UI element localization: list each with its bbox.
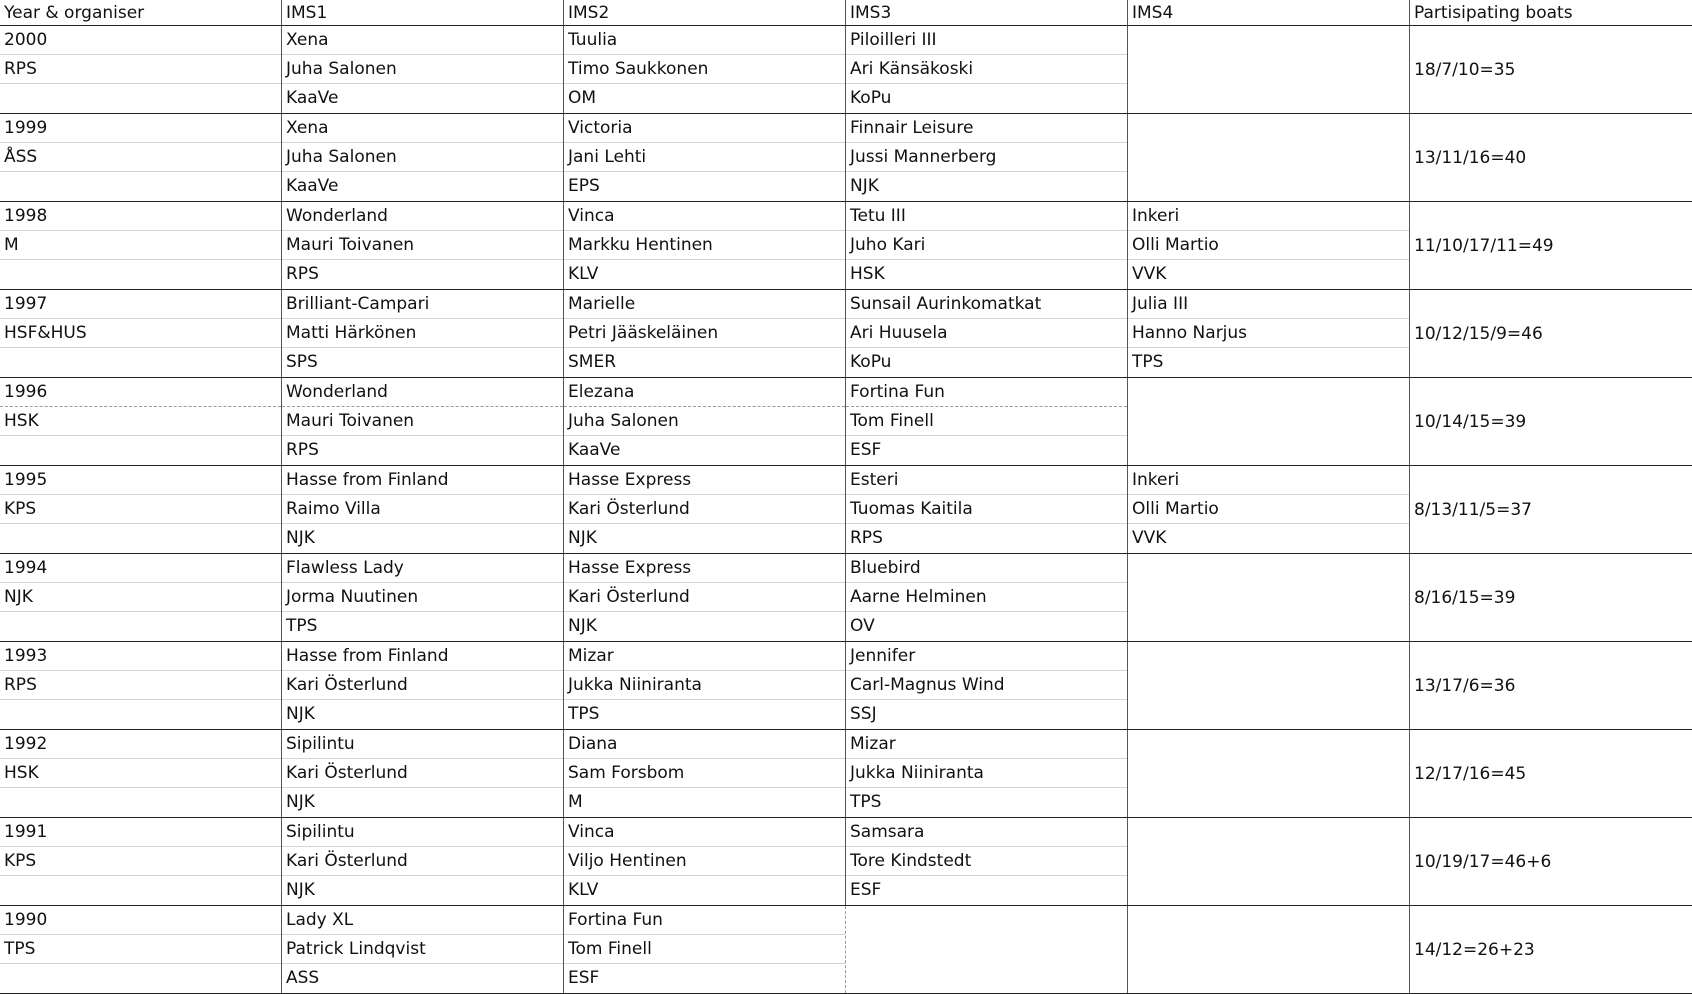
skipper-cell[interactable]: Mauri Toivanen: [282, 231, 563, 260]
participating-boats-cell[interactable]: 11/10/17/11=49: [1414, 235, 1554, 256]
skipper-cell[interactable]: Markku Hentinen: [564, 231, 845, 260]
ims2-cell: [564, 466, 846, 553]
year-cell[interactable]: 2000: [0, 26, 281, 55]
organiser-cell[interactable]: HSK: [0, 407, 281, 436]
boat-name-cell[interactable]: Hasse from Finland: [282, 466, 563, 495]
ims1-cell: [282, 378, 564, 465]
ims3-cell: [846, 202, 1128, 289]
club-cell[interactable]: TPS: [1132, 352, 1164, 372]
year-cell[interactable]: 1991: [0, 818, 281, 847]
ims4-cell: [1128, 26, 1410, 113]
year-organiser-cell: [0, 642, 282, 729]
ims1-cell: [282, 114, 564, 201]
boat-name-cell[interactable]: Samsara: [846, 818, 1127, 847]
organiser-cell[interactable]: M: [0, 231, 281, 260]
club-cell[interactable]: NJK: [286, 528, 315, 548]
skipper-cell[interactable]: Jorma Nuutinen: [282, 583, 563, 612]
blank-cell[interactable]: [0, 876, 281, 905]
table-row-group: [0, 554, 1692, 642]
skipper-cell[interactable]: Sam Forsbom: [564, 759, 845, 788]
skipper-cell[interactable]: Timo Saukkonen: [564, 55, 845, 84]
club-cell[interactable]: KLV: [568, 264, 599, 284]
boat-name-cell[interactable]: [1128, 26, 1409, 55]
boat-name-cell[interactable]: Diana: [564, 730, 845, 759]
participating-boats-cell[interactable]: 12/17/16=45: [1414, 763, 1527, 784]
ims2-cell: [564, 818, 846, 905]
boat-name-cell[interactable]: Bluebird: [846, 554, 1127, 583]
skipper-cell[interactable]: Kari Österlund: [282, 847, 563, 876]
club-cell[interactable]: SMER: [568, 352, 617, 372]
header-row: [0, 0, 1692, 26]
club-cell[interactable]: [1128, 172, 1409, 201]
ims2-cell: [564, 114, 846, 201]
ims1-cell: [282, 466, 564, 553]
boat-name-cell[interactable]: Elezana: [564, 378, 845, 407]
skipper-cell[interactable]: Jussi Mannerberg: [846, 143, 1127, 172]
skipper-cell[interactable]: Patrick Lindqvist: [282, 935, 563, 964]
boat-name-cell[interactable]: [1128, 114, 1409, 143]
club-cell[interactable]: [1128, 788, 1409, 817]
skipper-cell[interactable]: Petri Jääskeläinen: [564, 319, 845, 348]
header-ims1[interactable]: IMS1: [282, 0, 564, 26]
club-cell[interactable]: EPS: [568, 176, 600, 196]
organiser-cell[interactable]: RPS: [0, 55, 281, 84]
blank-cell[interactable]: [0, 788, 281, 817]
year-organiser-cell: [0, 26, 282, 113]
club-cell[interactable]: NJK: [568, 528, 597, 548]
year-cell[interactable]: 1997: [0, 290, 281, 319]
boat-name-cell[interactable]: Xena: [282, 26, 563, 55]
ims4-cell: [1128, 642, 1410, 729]
skipper-cell[interactable]: Juha Salonen: [282, 143, 563, 172]
organiser-cell[interactable]: HSF&HUS: [0, 319, 281, 348]
club-cell[interactable]: ESF: [850, 880, 882, 900]
boat-name-cell[interactable]: Hasse from Finland: [282, 642, 563, 671]
skipper-cell[interactable]: Tom Finell: [564, 935, 845, 964]
club-cell[interactable]: NJK: [286, 792, 315, 812]
organiser-cell[interactable]: KPS: [0, 847, 281, 876]
year-organiser-cell: [0, 906, 282, 993]
year-cell[interactable]: 1990: [0, 906, 281, 935]
boat-name-cell[interactable]: Lady XL: [282, 906, 563, 935]
organiser-cell[interactable]: TPS: [0, 935, 281, 964]
skipper-cell[interactable]: Kari Österlund: [282, 759, 563, 788]
ims4-cell: [1128, 730, 1410, 817]
boat-name-cell[interactable]: Jennifer: [846, 642, 1127, 671]
ims3-cell: [846, 466, 1128, 553]
skipper-cell[interactable]: Viljo Hentinen: [564, 847, 845, 876]
participating-boats-cell[interactable]: 10/12/15/9=46: [1414, 323, 1543, 344]
table-row-group: [0, 730, 1692, 818]
ims4-cell: [1128, 114, 1410, 201]
year-cell[interactable]: 1993: [0, 642, 281, 671]
club-cell[interactable]: KaaVe: [568, 440, 621, 460]
ims4-cell: [1128, 906, 1410, 993]
table-row-group: [0, 202, 1692, 290]
blank-cell[interactable]: [0, 436, 281, 465]
organiser-cell[interactable]: KPS: [0, 495, 281, 524]
club-cell[interactable]: [1128, 876, 1409, 905]
skipper-cell[interactable]: Olli Martio: [1128, 495, 1409, 524]
club-cell[interactable]: [1128, 436, 1409, 465]
skipper-cell[interactable]: [1128, 143, 1409, 172]
organiser-cell[interactable]: NJK: [0, 583, 281, 612]
boat-name-cell[interactable]: Hasse Express: [564, 466, 845, 495]
club-cell[interactable]: KaaVe: [286, 88, 339, 108]
ims1-cell: [282, 290, 564, 377]
boat-name-cell[interactable]: Fortina Fun: [846, 378, 1127, 407]
blank-cell[interactable]: [0, 964, 281, 993]
club-cell[interactable]: [1128, 700, 1409, 729]
organiser-cell[interactable]: RPS: [0, 671, 281, 700]
participating-boats-cell[interactable]: 18/7/10=35: [1414, 59, 1516, 80]
blank-cell[interactable]: [0, 84, 281, 113]
skipper-cell[interactable]: Jukka Niiniranta: [564, 671, 845, 700]
participating-boats-cell[interactable]: 10/14/15=39: [1414, 411, 1527, 432]
boat-name-cell[interactable]: Flawless Lady: [282, 554, 563, 583]
blank-cell[interactable]: [0, 612, 281, 641]
club-cell[interactable]: KaaVe: [286, 176, 339, 196]
table-body: [0, 26, 1692, 994]
skipper-cell[interactable]: [1128, 407, 1409, 436]
boat-name-cell[interactable]: Tetu III: [846, 202, 1127, 231]
club-cell[interactable]: KoPu: [850, 88, 892, 108]
club-cell[interactable]: M: [568, 792, 583, 812]
club-cell[interactable]: NJK: [568, 616, 597, 636]
boat-name-cell[interactable]: Wonderland: [282, 202, 563, 231]
ims2-cell: [564, 906, 846, 993]
boat-name-cell[interactable]: Inkeri: [1128, 466, 1409, 495]
year-organiser-cell: [0, 202, 282, 289]
ims3-cell: [846, 730, 1128, 817]
club-cell[interactable]: KLV: [568, 880, 599, 900]
boat-name-cell[interactable]: Victoria: [564, 114, 845, 143]
club-cell[interactable]: [1128, 964, 1409, 993]
skipper-cell[interactable]: Tom Finell: [846, 407, 1127, 436]
skipper-cell[interactable]: Juha Salonen: [282, 55, 563, 84]
club-cell[interactable]: OM: [568, 88, 597, 108]
boat-name-cell[interactable]: [1128, 378, 1409, 407]
participating-boats-cell[interactable]: 10/19/17=46+6: [1414, 851, 1552, 872]
skipper-cell[interactable]: Olli Martio: [1128, 231, 1409, 260]
boat-name-cell[interactable]: Julia III: [1128, 290, 1409, 319]
table-row-group: [0, 26, 1692, 114]
ims4-cell: [1128, 466, 1410, 553]
club-cell[interactable]: VVK: [1132, 528, 1167, 548]
table-row-group: [0, 906, 1692, 994]
ims1-cell: [282, 554, 564, 641]
skipper-cell[interactable]: Raimo Villa: [282, 495, 563, 524]
ims2-cell: [564, 730, 846, 817]
skipper-cell[interactable]: Matti Härkönen: [282, 319, 563, 348]
skipper-cell[interactable]: [1128, 759, 1409, 788]
ims1-cell: [282, 26, 564, 113]
ims3-cell: [846, 642, 1128, 729]
skipper-cell[interactable]: Tore Kindstedt: [846, 847, 1127, 876]
boat-name-cell[interactable]: [1128, 906, 1409, 935]
boat-name-cell[interactable]: Wonderland: [282, 378, 563, 407]
club-cell[interactable]: ESF: [850, 440, 882, 460]
boat-name-cell[interactable]: Vinca: [564, 202, 845, 231]
boat-name-cell[interactable]: Vinca: [564, 818, 845, 847]
boat-name-cell[interactable]: Mizar: [846, 730, 1127, 759]
boat-name-cell[interactable]: Sipilintu: [282, 818, 563, 847]
year-organiser-cell: [0, 466, 282, 553]
table-row-group: [0, 114, 1692, 202]
participating-boats-cell[interactable]: 14/12=26+23: [1414, 939, 1535, 960]
ims2-cell: [564, 26, 846, 113]
club-cell[interactable]: NJK: [286, 704, 315, 724]
ims3-cell: [846, 554, 1128, 641]
ims2-cell: [564, 378, 846, 465]
ims3-cell: [846, 114, 1128, 201]
ims4-cell: [1128, 554, 1410, 641]
boat-name-cell[interactable]: Sunsail Aurinkomatkat: [846, 290, 1127, 319]
ims2-cell: [564, 554, 846, 641]
ims1-cell: [282, 202, 564, 289]
table-row-group: [0, 642, 1692, 730]
blank-cell[interactable]: [0, 260, 281, 289]
skipper-cell[interactable]: Carl-Magnus Wind: [846, 671, 1127, 700]
club-cell[interactable]: VVK: [1132, 264, 1167, 284]
table-row-group: [0, 466, 1692, 554]
participating-boats-cell[interactable]: 8/16/15=39: [1414, 587, 1516, 608]
ims1-cell: [282, 818, 564, 905]
skipper-cell[interactable]: Ari Huusela: [846, 319, 1127, 348]
club-cell[interactable]: SSJ: [850, 704, 877, 724]
club-cell[interactable]: [1128, 84, 1409, 113]
boat-name-cell[interactable]: Hasse Express: [564, 554, 845, 583]
boat-name-cell[interactable]: Xena: [282, 114, 563, 143]
ims4-cell: [1128, 818, 1410, 905]
header-year-organiser[interactable]: Year & organiser: [0, 0, 282, 26]
blank-cell[interactable]: [0, 172, 281, 201]
boat-name-cell[interactable]: [1128, 642, 1409, 671]
skipper-cell[interactable]: [1128, 55, 1409, 84]
boat-name-cell[interactable]: [1128, 818, 1409, 847]
club-cell[interactable]: OV: [850, 616, 875, 636]
club-cell[interactable]: [846, 964, 1127, 993]
ims1-cell: [282, 730, 564, 817]
club-cell[interactable]: [1128, 612, 1409, 641]
club-cell[interactable]: RPS: [850, 528, 883, 548]
club-cell[interactable]: SPS: [286, 352, 318, 372]
ims1-cell: [282, 906, 564, 993]
skipper-cell[interactable]: [846, 935, 1127, 964]
year-organiser-cell: [0, 114, 282, 201]
year-cell[interactable]: 1996: [0, 378, 281, 407]
year-cell[interactable]: 1999: [0, 114, 281, 143]
ims3-cell: [846, 818, 1128, 905]
ims2-cell: [564, 202, 846, 289]
year-organiser-cell: [0, 554, 282, 641]
ims4-cell: [1128, 202, 1410, 289]
skipper-cell[interactable]: Juho Kari: [846, 231, 1127, 260]
boat-name-cell[interactable]: Sipilintu: [282, 730, 563, 759]
header-ims2[interactable]: IMS2: [564, 0, 846, 26]
organiser-cell[interactable]: ÅSS: [0, 143, 281, 172]
skipper-cell[interactable]: Juha Salonen: [564, 407, 845, 436]
skipper-cell[interactable]: Tuomas Kaitila: [846, 495, 1127, 524]
club-cell[interactable]: RPS: [286, 440, 319, 460]
ims2-cell: [564, 290, 846, 377]
ims1-cell: [282, 642, 564, 729]
skipper-cell[interactable]: [1128, 847, 1409, 876]
club-cell[interactable]: KoPu: [850, 352, 892, 372]
header-ims3[interactable]: IMS3: [846, 0, 1128, 26]
table-row-group: [0, 290, 1692, 378]
ims3-cell: [846, 906, 1128, 993]
club-cell[interactable]: TPS: [286, 616, 318, 636]
boat-name-cell[interactable]: Brilliant-Campari: [282, 290, 563, 319]
boat-name-cell[interactable]: Piloilleri III: [846, 26, 1127, 55]
year-cell[interactable]: 1992: [0, 730, 281, 759]
boat-name-cell[interactable]: Fortina Fun: [564, 906, 845, 935]
ims4-cell: [1128, 378, 1410, 465]
skipper-cell[interactable]: Hanno Narjus: [1128, 319, 1409, 348]
club-cell[interactable]: NJK: [286, 880, 315, 900]
ims3-cell: [846, 26, 1128, 113]
year-organiser-cell: [0, 818, 282, 905]
boat-name-cell[interactable]: [846, 906, 1127, 935]
year-cell[interactable]: 1998: [0, 202, 281, 231]
blank-cell[interactable]: [0, 700, 281, 729]
ims4-cell: [1128, 290, 1410, 377]
boat-name-cell[interactable]: [1128, 730, 1409, 759]
year-cell[interactable]: 1994: [0, 554, 281, 583]
boat-name-cell[interactable]: [1128, 554, 1409, 583]
ims3-cell: [846, 378, 1128, 465]
year-organiser-cell: [0, 290, 282, 377]
club-cell[interactable]: ASS: [286, 968, 320, 988]
club-cell[interactable]: HSK: [850, 264, 885, 284]
skipper-cell[interactable]: Kari Österlund: [564, 583, 845, 612]
skipper-cell[interactable]: Mauri Toivanen: [282, 407, 563, 436]
boat-name-cell[interactable]: Finnair Leisure: [846, 114, 1127, 143]
participating-boats-cell[interactable]: 13/11/16=40: [1414, 147, 1527, 168]
year-cell[interactable]: 1995: [0, 466, 281, 495]
table-row-group: [0, 818, 1692, 906]
skipper-cell[interactable]: [1128, 583, 1409, 612]
boat-name-cell[interactable]: Marielle: [564, 290, 845, 319]
skipper-cell[interactable]: Jani Lehti: [564, 143, 845, 172]
blank-cell[interactable]: [0, 524, 281, 553]
participating-boats-cell[interactable]: 8/13/11/5=37: [1414, 499, 1532, 520]
skipper-cell[interactable]: Ari Känsäkoski: [846, 55, 1127, 84]
skipper-cell[interactable]: Jukka Niiniranta: [846, 759, 1127, 788]
skipper-cell[interactable]: [1128, 935, 1409, 964]
club-cell[interactable]: NJK: [850, 176, 879, 196]
year-organiser-cell: [0, 378, 282, 465]
ims2-cell: [564, 642, 846, 729]
skipper-cell[interactable]: Kari Österlund: [564, 495, 845, 524]
club-cell[interactable]: ESF: [568, 968, 600, 988]
skipper-cell[interactable]: Kari Österlund: [282, 671, 563, 700]
header-ims4[interactable]: IMS4: [1128, 0, 1410, 26]
header-participating-boats[interactable]: Partisipating boats: [1410, 0, 1692, 26]
skipper-cell[interactable]: Aarne Helminen: [846, 583, 1127, 612]
boat-name-cell[interactable]: Mizar: [564, 642, 845, 671]
club-cell[interactable]: RPS: [286, 264, 319, 284]
boat-name-cell[interactable]: Tuulia: [564, 26, 845, 55]
organiser-cell[interactable]: HSK: [0, 759, 281, 788]
year-organiser-cell: [0, 730, 282, 817]
ims3-cell: [846, 290, 1128, 377]
boat-name-cell[interactable]: Inkeri: [1128, 202, 1409, 231]
table-row-group: [0, 378, 1692, 466]
blank-cell[interactable]: [0, 348, 281, 377]
skipper-cell[interactable]: [1128, 671, 1409, 700]
participating-boats-cell[interactable]: 13/17/6=36: [1414, 675, 1516, 696]
club-cell[interactable]: TPS: [568, 704, 600, 724]
boat-name-cell[interactable]: Esteri: [846, 466, 1127, 495]
club-cell[interactable]: TPS: [850, 792, 882, 812]
